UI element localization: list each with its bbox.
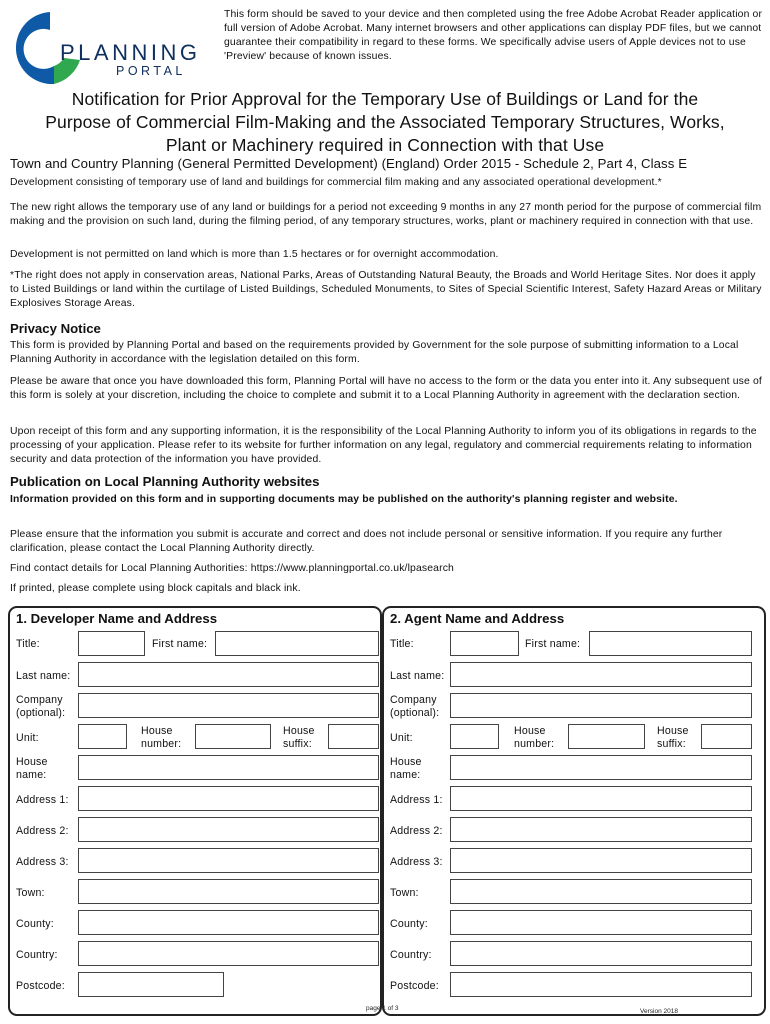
- developer-house-suffix-field[interactable]: [328, 724, 379, 749]
- company-label: [16, 694, 65, 720]
- developer-country-field[interactable]: [78, 941, 379, 966]
- house-suffix-label: [657, 725, 689, 751]
- title-line-1: Notification for Prior Approval for the Temporary Use of Buildings or Land for the: [71, 89, 699, 109]
- last-name-label: Last name:: [390, 670, 445, 682]
- intro-footnote: *The right does not apply in conservation areas, National Parks, Areas of Outstanding Natural Beauty, the Broads and World Heritage Sites. Nor does it apply to Listed Buildings or land within the curtilage of Listed Buildings, Scheduled Monuments, to Sites of Special Scientific Interest, Safety Hazard Areas or Military Explosives Storage Areas.: [10, 270, 762, 309]
- house-suffix-label: [283, 725, 315, 751]
- agent-section: [382, 606, 766, 1016]
- developer-house-number-field[interactable]: [195, 724, 271, 749]
- agent-last-name-field[interactable]: [450, 662, 752, 687]
- developer-last-name-field[interactable]: [78, 662, 379, 687]
- agent-unit-field[interactable]: [450, 724, 499, 749]
- house-name-label-line-1: House: [390, 756, 422, 768]
- house-name-label-line-2: name:: [16, 769, 47, 781]
- developer-county-field[interactable]: [78, 910, 379, 935]
- country-label: Country:: [390, 949, 432, 961]
- unit-label: Unit:: [390, 732, 413, 744]
- planning-portal-logo: [8, 8, 201, 88]
- agent-country-field[interactable]: [450, 941, 752, 966]
- postcode-label: Postcode:: [390, 980, 439, 992]
- form-title: [0, 88, 770, 157]
- privacy-heading: Privacy Notice: [10, 321, 101, 336]
- agent-house-name-field[interactable]: [450, 755, 752, 780]
- address-2-label: Address 2:: [390, 825, 443, 837]
- title-label: Title:: [390, 638, 414, 650]
- privacy-paragraph-1: This form is provided by Planning Portal and based on the requirements provided by Government for the sole purpose of submitting information to a Local Planning Authority in accordance with the legislation detailed on this form.: [10, 340, 739, 365]
- developer-unit-field[interactable]: [78, 724, 127, 749]
- title-label: Title:: [16, 638, 40, 650]
- intro-paragraph-2: The new right allows the temporary use of any land or buildings for a period not exceeding 9 months in any 27 month period for the purpose of commercial film making and the provision on such land, during the filming period, of any temporary structures, works, plant or machinery required in connection with that use.: [10, 202, 762, 227]
- agent-house-suffix-field[interactable]: [701, 724, 752, 749]
- company-label: [390, 694, 439, 720]
- agent-title-field[interactable]: [450, 631, 519, 656]
- house-name-label-line-2: name:: [390, 769, 421, 781]
- lpa-contact-text: Find contact details for Local Planning Authorities: https://www.planningportal.co.uk/lpasearch: [10, 563, 454, 574]
- agent-postcode-field[interactable]: [450, 972, 752, 997]
- title-line-2: Purpose of Commercial Film-Making and the Associated Temporary Structures, Works,: [45, 112, 725, 132]
- house-number-label-line-1: House: [141, 725, 173, 737]
- house-number-label: [141, 725, 181, 751]
- first-name-label: First name:: [525, 638, 581, 650]
- unit-label: Unit:: [16, 732, 39, 744]
- agent-address-1-field[interactable]: [450, 786, 752, 811]
- page-number: page 1 of 3: [366, 1005, 399, 1012]
- developer-town-field[interactable]: [78, 879, 379, 904]
- developer-house-name-field[interactable]: [78, 755, 379, 780]
- publication-paragraph-1: Please ensure that the information you submit is accurate and correct and does not include personal or sensitive information. If you require any further clarification, please contact the Local Planning Authority directly.: [10, 529, 723, 554]
- publication-heading: Publication on Local Planning Authority websites: [10, 474, 320, 489]
- country-label: Country:: [16, 949, 58, 961]
- town-label: Town:: [16, 887, 45, 899]
- house-suffix-label-line-2: suffix:: [283, 738, 312, 750]
- house-number-label: [514, 725, 554, 751]
- agent-first-name-field[interactable]: [589, 631, 752, 656]
- company-label-line-2: (optional):: [390, 707, 440, 719]
- legislation-order: Town and Country Planning (General Permitted Development) (England) Order 2015 - Schedule 2, Part 4, Class E: [10, 156, 688, 171]
- house-name-label: [16, 756, 48, 782]
- privacy-paragraph-3: Upon receipt of this form and any supporting information, it is the responsibility of the Local Planning Authority to inform you of its obligations in regards to the processing of your application. Please refer to its website for further information on any legal, regulatory and commercial requirements relating to information security and data protection of the information you have provided.: [10, 426, 757, 465]
- house-number-label-line-1: House: [514, 725, 546, 737]
- address-3-label: Address 3:: [390, 856, 443, 868]
- privacy-paragraph-2: Please be aware that once you have downloaded this form, Planning Portal will have no access to the form or the data you enter into it. Any subsequent use of this form is solely at your discretion, including the choice to complete and submit it to a Local Planning Authority in agreement with the declaration section.: [10, 376, 762, 401]
- county-label: County:: [16, 918, 54, 930]
- agent-town-field[interactable]: [450, 879, 752, 904]
- developer-postcode-field[interactable]: [78, 972, 224, 997]
- address-1-label: Address 1:: [16, 794, 69, 806]
- postcode-label: Postcode:: [16, 980, 65, 992]
- version-label: Version 2018: [640, 1008, 678, 1015]
- house-suffix-label-line-1: House: [283, 725, 315, 737]
- print-instruction: If printed, please complete using block capitals and black ink.: [10, 583, 301, 594]
- developer-address-1-field[interactable]: [78, 786, 379, 811]
- address-3-label: Address 3:: [16, 856, 69, 868]
- company-label-line-1: Company: [16, 694, 63, 706]
- company-label-line-2: (optional):: [16, 707, 66, 719]
- company-label-line-1: Company: [390, 694, 437, 706]
- first-name-label: First name:: [152, 638, 208, 650]
- house-suffix-label-line-2: suffix:: [657, 738, 686, 750]
- intro-paragraph-1: Development consisting of temporary use of land and buildings for commercial film making and any associated operational development.*: [10, 177, 662, 188]
- developer-address-3-field[interactable]: [78, 848, 379, 873]
- address-2-label: Address 2:: [16, 825, 69, 837]
- agent-county-field[interactable]: [450, 910, 752, 935]
- developer-address-2-field[interactable]: [78, 817, 379, 842]
- software-notice: This form should be saved to your device and then completed using the free Adobe Acrobat Reader application or full version of Adobe Acrobat. Many internet browsers and other applications can display PDF files, but we cannot guarantee their compatibility in regard to these forms. We specifically advise users of Apple devices not to use 'Preview' because of known issues.: [224, 9, 763, 62]
- logo-text-planning: PLANNING: [60, 40, 201, 65]
- developer-title-field[interactable]: [78, 631, 145, 656]
- county-label: County:: [390, 918, 428, 930]
- agent-address-2-field[interactable]: [450, 817, 752, 842]
- agent-house-number-field[interactable]: [568, 724, 645, 749]
- agent-company-field[interactable]: [450, 693, 752, 718]
- last-name-label: Last name:: [16, 670, 71, 682]
- developer-heading: 1. Developer Name and Address: [16, 611, 218, 626]
- agent-heading: 2. Agent Name and Address: [390, 611, 565, 626]
- house-suffix-label-line-1: House: [657, 725, 689, 737]
- address-1-label: Address 1:: [390, 794, 443, 806]
- house-number-label-line-2: number:: [514, 738, 555, 750]
- title-line-3: Plant or Machinery required in Connection with that Use: [165, 135, 605, 155]
- intro-paragraph-3: Development is not permitted on land which is more than 1.5 hectares or for overnight accommodation.: [10, 249, 499, 260]
- developer-first-name-field[interactable]: [215, 631, 379, 656]
- house-number-label-line-2: number:: [141, 738, 182, 750]
- developer-section: [8, 606, 382, 1016]
- town-label: Town:: [390, 887, 419, 899]
- publication-bold-text: Information provided on this form and in supporting documents may be published on the authority's planning register and website.: [10, 494, 678, 505]
- agent-address-3-field[interactable]: [450, 848, 752, 873]
- developer-company-field[interactable]: [78, 693, 379, 718]
- house-name-label-line-1: House: [16, 756, 48, 768]
- logo-text-portal: PORTAL: [116, 64, 186, 78]
- house-name-label: [390, 756, 422, 782]
